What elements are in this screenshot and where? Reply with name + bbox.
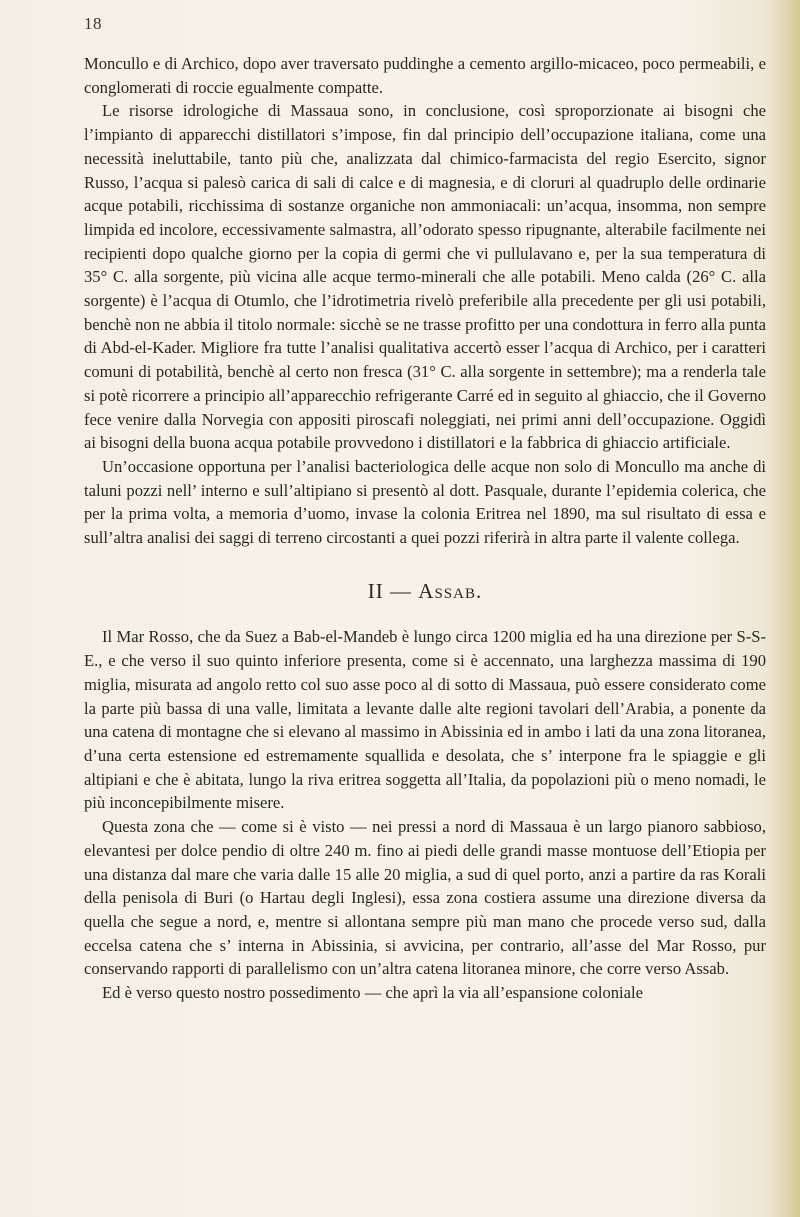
paragraph-assab: Ed è verso questo nostro possedimento — che aprì la via all’espansione coloniale — [102, 983, 643, 1003]
section-title: Assab. — [418, 578, 483, 603]
section-heading — [84, 580, 766, 604]
section-numeral: II — [367, 578, 384, 603]
paragraph-massaua-water: Le risorse idrologiche di Massaua sono, in conclusione, così sproporzionate ai bisogni che l’impianto di apparecchi distillatori s’impose, fin dal principio dell’occupazione italiana, come una necessità ineluttabile, tanto più che, analizzata dal chimico-farmacista del regio Esercito, signor Russo, l’acqua si palesò carica di sali di calce e di magnesia, e di cloruri al quadruplo delle ordinarie acque potabili, ricchissima di sostanze organiche non ammoniacali: un’acqua, insomma, non sempre limpida ed incolore, eccessivamente salmastra, all’odorato spesso ripugnante, alterabile facilmente nei recipienti dopo qualche giorno per la copia di germi che vi pullulavano e, per la sua temperatura di 35° C. alla sorgente, più vicina alle acque termo-minerali che alle potabili. Meno calda (26° C. alla sorgente) è l’acqua di Otumlo, che l’idrotimetria rivelò preferibile alla precedente per gli usi potabili, benchè non ne abbia il titolo normale: sicchè se ne trasse profitto per una condottura in ferro alla punta di Abd-el-Kader. Migliore fra tutte l’analisi qualitativa accertò esser l’acqua di Archico, per i caratteri comuni di potabilità, benchè al certo non fresca (31° C. alla sorgente in settembre); ma a renderla tale si potè ricorrere a principio all’apparecchio refrigerante Carré ed in seguito al ghiaccio, che il Governo fece venire dalla Norvegia con appositi piroscafi noleggiati, nei primi anni dell’occupazione. Oggidì ai bisogni della buona acqua potabile provvedono i distillatori e la fabbrica di ghiaccio artificiale. — [84, 101, 766, 453]
page-number: 18 — [84, 14, 102, 33]
page-edge-stain — [766, 0, 800, 1217]
paragraph-coastal-zone: Questa zona che — come si è visto — nei pressi a nord di Massaua è un largo pianoro sabbioso, elevantesi per dolce pendio di oltre 240 m. fino ai piedi delle grandi masse montuose dell’Etiopia per una distanza dal mare che varia dalle 15 alle 20 miglia, a sud di quel porto, anzi a partire da ras Korali della penisola di Buri (o Hartau degli Inglesi), essa zona costiera assume una direzione diversa da quella che segue a nord, e, mentre si allontana sempre più man mano che procede verso sud, dalla eccelsa catena che s’ interna in Abissinia, si avvicina, per contrario, all’asse del Mar Rosso, pur conservando rapporti di parallelismo con un’altra catena litoranea minore, che corre verso Assab. — [84, 817, 766, 979]
body-text — [84, 52, 766, 1005]
paragraph-red-sea: Il Mar Rosso, che da Suez a Bab-el-Mandeb è lungo circa 1200 miglia ed ha una direzione per S-S-E., e che verso il suo quinto inferiore presenta, come si è accennato, una larghezza massima di 190 miglia, misurata ad angolo retto col suo asse poco al di sotto di Massaua, può essere considerato come la parte più bassa di una valle, limitata a levante dalle alte regioni tavolari dell’Arabia, a ponente da una catena di montagne che si elevano al massimo in Abissinia ed in ambo i lati da una zona litoranea, d’una certa estensione ed estremamente squallida e desolata, che s’ interpone fra le spiaggie e gli altipiani e che è abitata, lungo la riva eritrea soggetta all’Italia, da popolazioni più o meno nomadi, le più inconcepibilmente misere. — [84, 627, 766, 813]
paragraph-bacteriological-analysis: Un’occasione opportuna per l’analisi bacteriologica delle acque non solo di Moncullo ma anche di taluni pozzi nell’ interno e sull’altipiano si presentò al dott. Pasquale, durante l’epidemia colerica, che per la prima volta, a memoria d’uomo, invase la colonia Eritrea nel 1890, ma sul risultato di essa e sull’altra analisi dei saggi di terreno circostanti a quei pozzi riferirà in altra parte il valente collega. — [84, 456, 766, 548]
section-dash: — — [390, 578, 413, 603]
paragraph-continuation: Moncullo e di Archico, dopo aver traversato puddinghe a cemento argillo-micaceo, poco permeabili, e conglomerati di roccie egualmente compatte. — [84, 54, 766, 97]
